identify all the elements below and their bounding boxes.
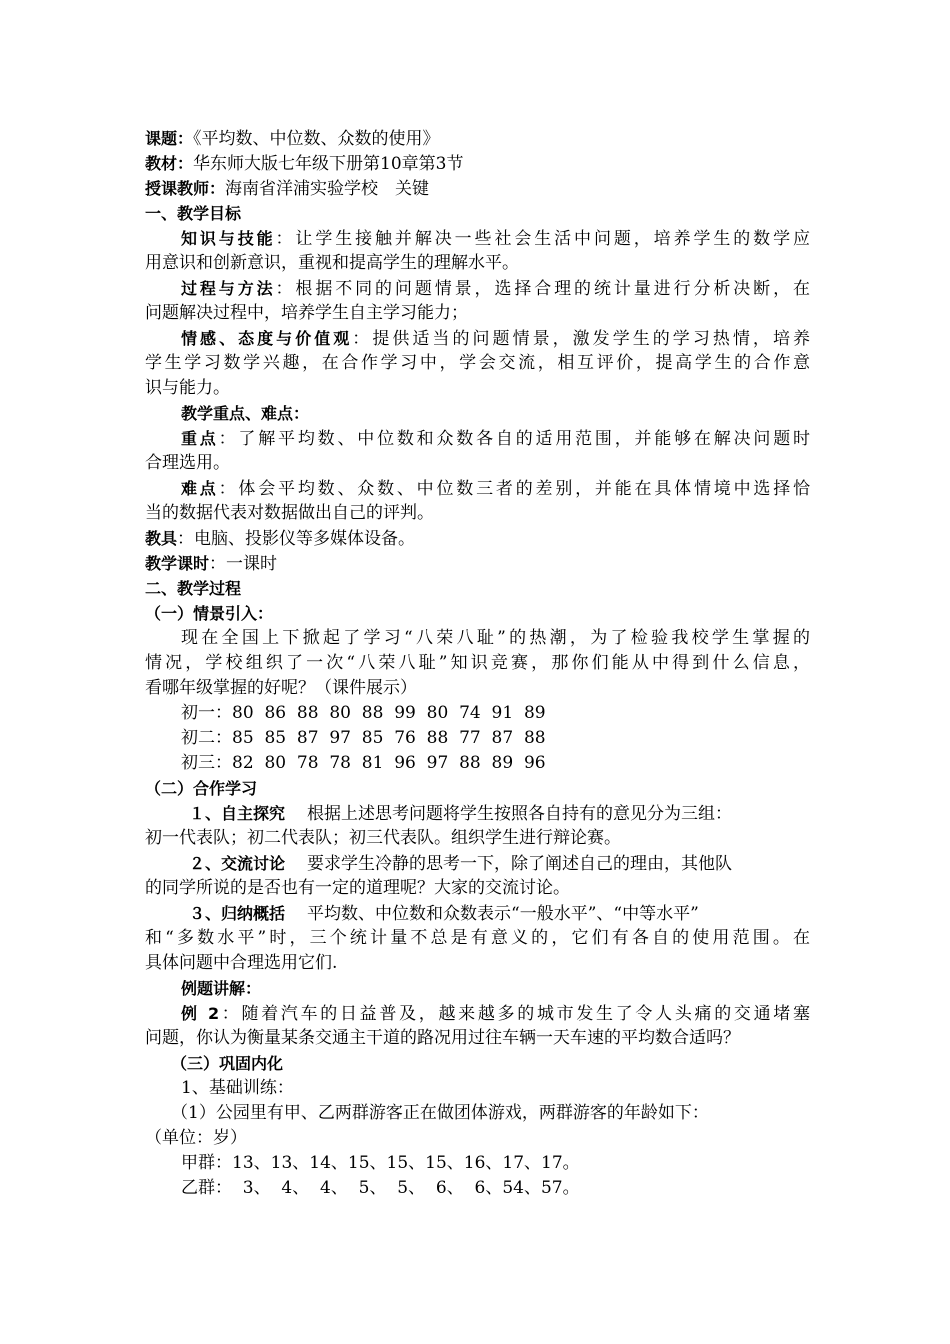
process-label: 过程与方法 [181,279,276,298]
material-text: 华东师大版七年级下册第10章第3节 [193,154,464,174]
training-title: 1、基础训练： [181,1078,294,1098]
hours-line [145,551,810,576]
difficulty-text-1: ：体会平均数、众数、中位数三者的差别，并能在具体情境中选择恰 [218,479,810,499]
material-line [145,151,810,176]
explore-line-2: 初一代表队；初二代表队；初三代表队。组织学生进行辩论赛。 [145,828,621,848]
grade-3-scores: 初三：82 80 78 78 81 96 97 88 89 96 [181,753,546,773]
discuss-line-1 [145,851,810,876]
group-a-ages: 甲群：13、13、14、15、15、15、16、17、17。 [181,1153,580,1173]
difficulty-line-1 [145,476,810,501]
knowledge-text-1: ：让学生接触并解决一些社会生活中问题，培养学生的数学应 [275,229,810,249]
section-2-title: 二、教学过程 [145,579,242,598]
discuss-line-2: 的同学所说的是否也有一定的道理呢？大家的交流讨论。 [145,878,570,898]
part-3-title: （三）巩固内化 [171,1054,284,1073]
example-title: 例题讲解： [181,979,262,998]
difficulty-label: 难点 [181,479,219,498]
question-1-line-1: （1）公园里有甲、乙两群游客正在做团体游戏，两群游客的年龄如下： [171,1103,709,1123]
emotion-text-1: ：提供适当的问题情景，激发学生的学习热情，培养 [352,329,810,349]
intro-line-1: 现在全国上下掀起了学习“八荣八耻”的热潮，为了检验我校学生掌握的 [181,628,810,648]
teacher-label: 授课教师： [145,179,226,198]
intro-line-2: 情况，学校组织了一次“八荣八耻”知识竞赛，那你们能从中得到什么信息， [145,653,810,673]
example-line-1 [145,1001,810,1026]
discuss-text-1: 要求学生冷静的思考一下，除了阐述自己的理由，其他队 [307,854,733,874]
example-label: 例 2 [181,1004,220,1023]
key-point-line-1 [145,426,810,451]
part-2-title: （二）合作学习 [145,779,258,798]
process-line-1 [145,276,810,301]
summary-line-3: 具体问题中合理选用它们. [145,953,338,973]
part-1-title: （一）情景引入： [145,604,274,623]
material-label: 教材： [145,154,194,173]
group-b-ages: 乙群： 3、 4、 4、 5、 5、 6、 6、54、57。 [181,1178,580,1198]
teacher-text: 海南省洋浦实验学校 关键 [225,179,430,199]
question-1-line-2: （单位：岁） [145,1128,247,1148]
tools-text: ：电脑、投影仪等多媒体设备。 [177,529,416,549]
section-1-title: 一、教学目标 [145,204,242,223]
hours-label: 教学课时 [145,554,210,573]
topic-label: 课题： [145,129,194,148]
process-text-1: ：根据不同的问题情景，选择合理的统计量进行分析决断，在 [275,279,810,299]
summary-line-2: 和“多数水平”时，三个统计量不总是有意义的，它们有各自的使用范围。在 [145,928,810,948]
grade-2-scores: 初二：85 85 87 97 85 76 88 77 87 88 [181,728,546,748]
key-points-title: 教学重点、难点： [181,404,310,423]
summary-line-1 [145,901,810,926]
discuss-label: ２、交流讨论 [189,854,286,873]
knowledge-label: 知识与技能 [181,229,276,248]
hours-text: ：一课时 [209,554,278,574]
knowledge-line-2: 用意识和创新意识，重视和提高学生的理解水平。 [145,253,519,273]
explore-line-1 [145,801,810,826]
difficulty-line-2: 当的数据代表对数据做出自己的评判。 [145,503,434,523]
topic-line [145,126,810,151]
summary-text-1: 平均数、中位数和众数表示“一般水平”、“中等水平” [307,904,699,924]
emotion-line-3: 识与能力。 [145,378,230,398]
tools-label: 教具 [145,529,178,548]
emotion-line-1 [145,326,810,351]
example-line-2: 问题，你认为衡量某条交通主干道的路况用过往车辆一天车速的平均数合适吗？ [145,1028,740,1048]
process-line-2: 问题解决过程中，培养学生自主学习能力； [145,303,468,323]
teacher-line [145,176,810,201]
explore-label: １、自主探究 [189,804,286,823]
emotion-label: 情感、态度与价值观 [181,329,353,348]
intro-line-3: 看哪年级掌握的好呢？（课件展示） [145,678,417,698]
summary-label: ３、归纳概括 [189,904,286,923]
knowledge-line-1 [145,226,810,251]
grade-1-scores: 初一：80 86 88 80 88 99 80 74 91 89 [181,703,546,723]
key-point-label: 重点 [181,429,219,448]
key-point-text-1: ：了解平均数、中位数和众数各自的适用范围，并能够在解决问题时 [218,429,810,449]
emotion-line-2: 学生学习数学兴趣，在合作学习中，学会交流，相互评价，提高学生的合作意 [145,353,810,373]
tools-line [145,526,810,551]
explore-text-1: 根据上述思考问题将学生按照各自持有的意见分为三组： [307,804,733,824]
topic-text: 《平均数、中位数、众数的使用》 [193,129,440,149]
key-point-line-2: 合理选用。 [145,453,230,473]
example-text-1: ：随着汽车的日益普及，越来越多的城市发生了令人头痛的交通堵塞 [219,1004,810,1024]
document-page [145,126,810,1201]
